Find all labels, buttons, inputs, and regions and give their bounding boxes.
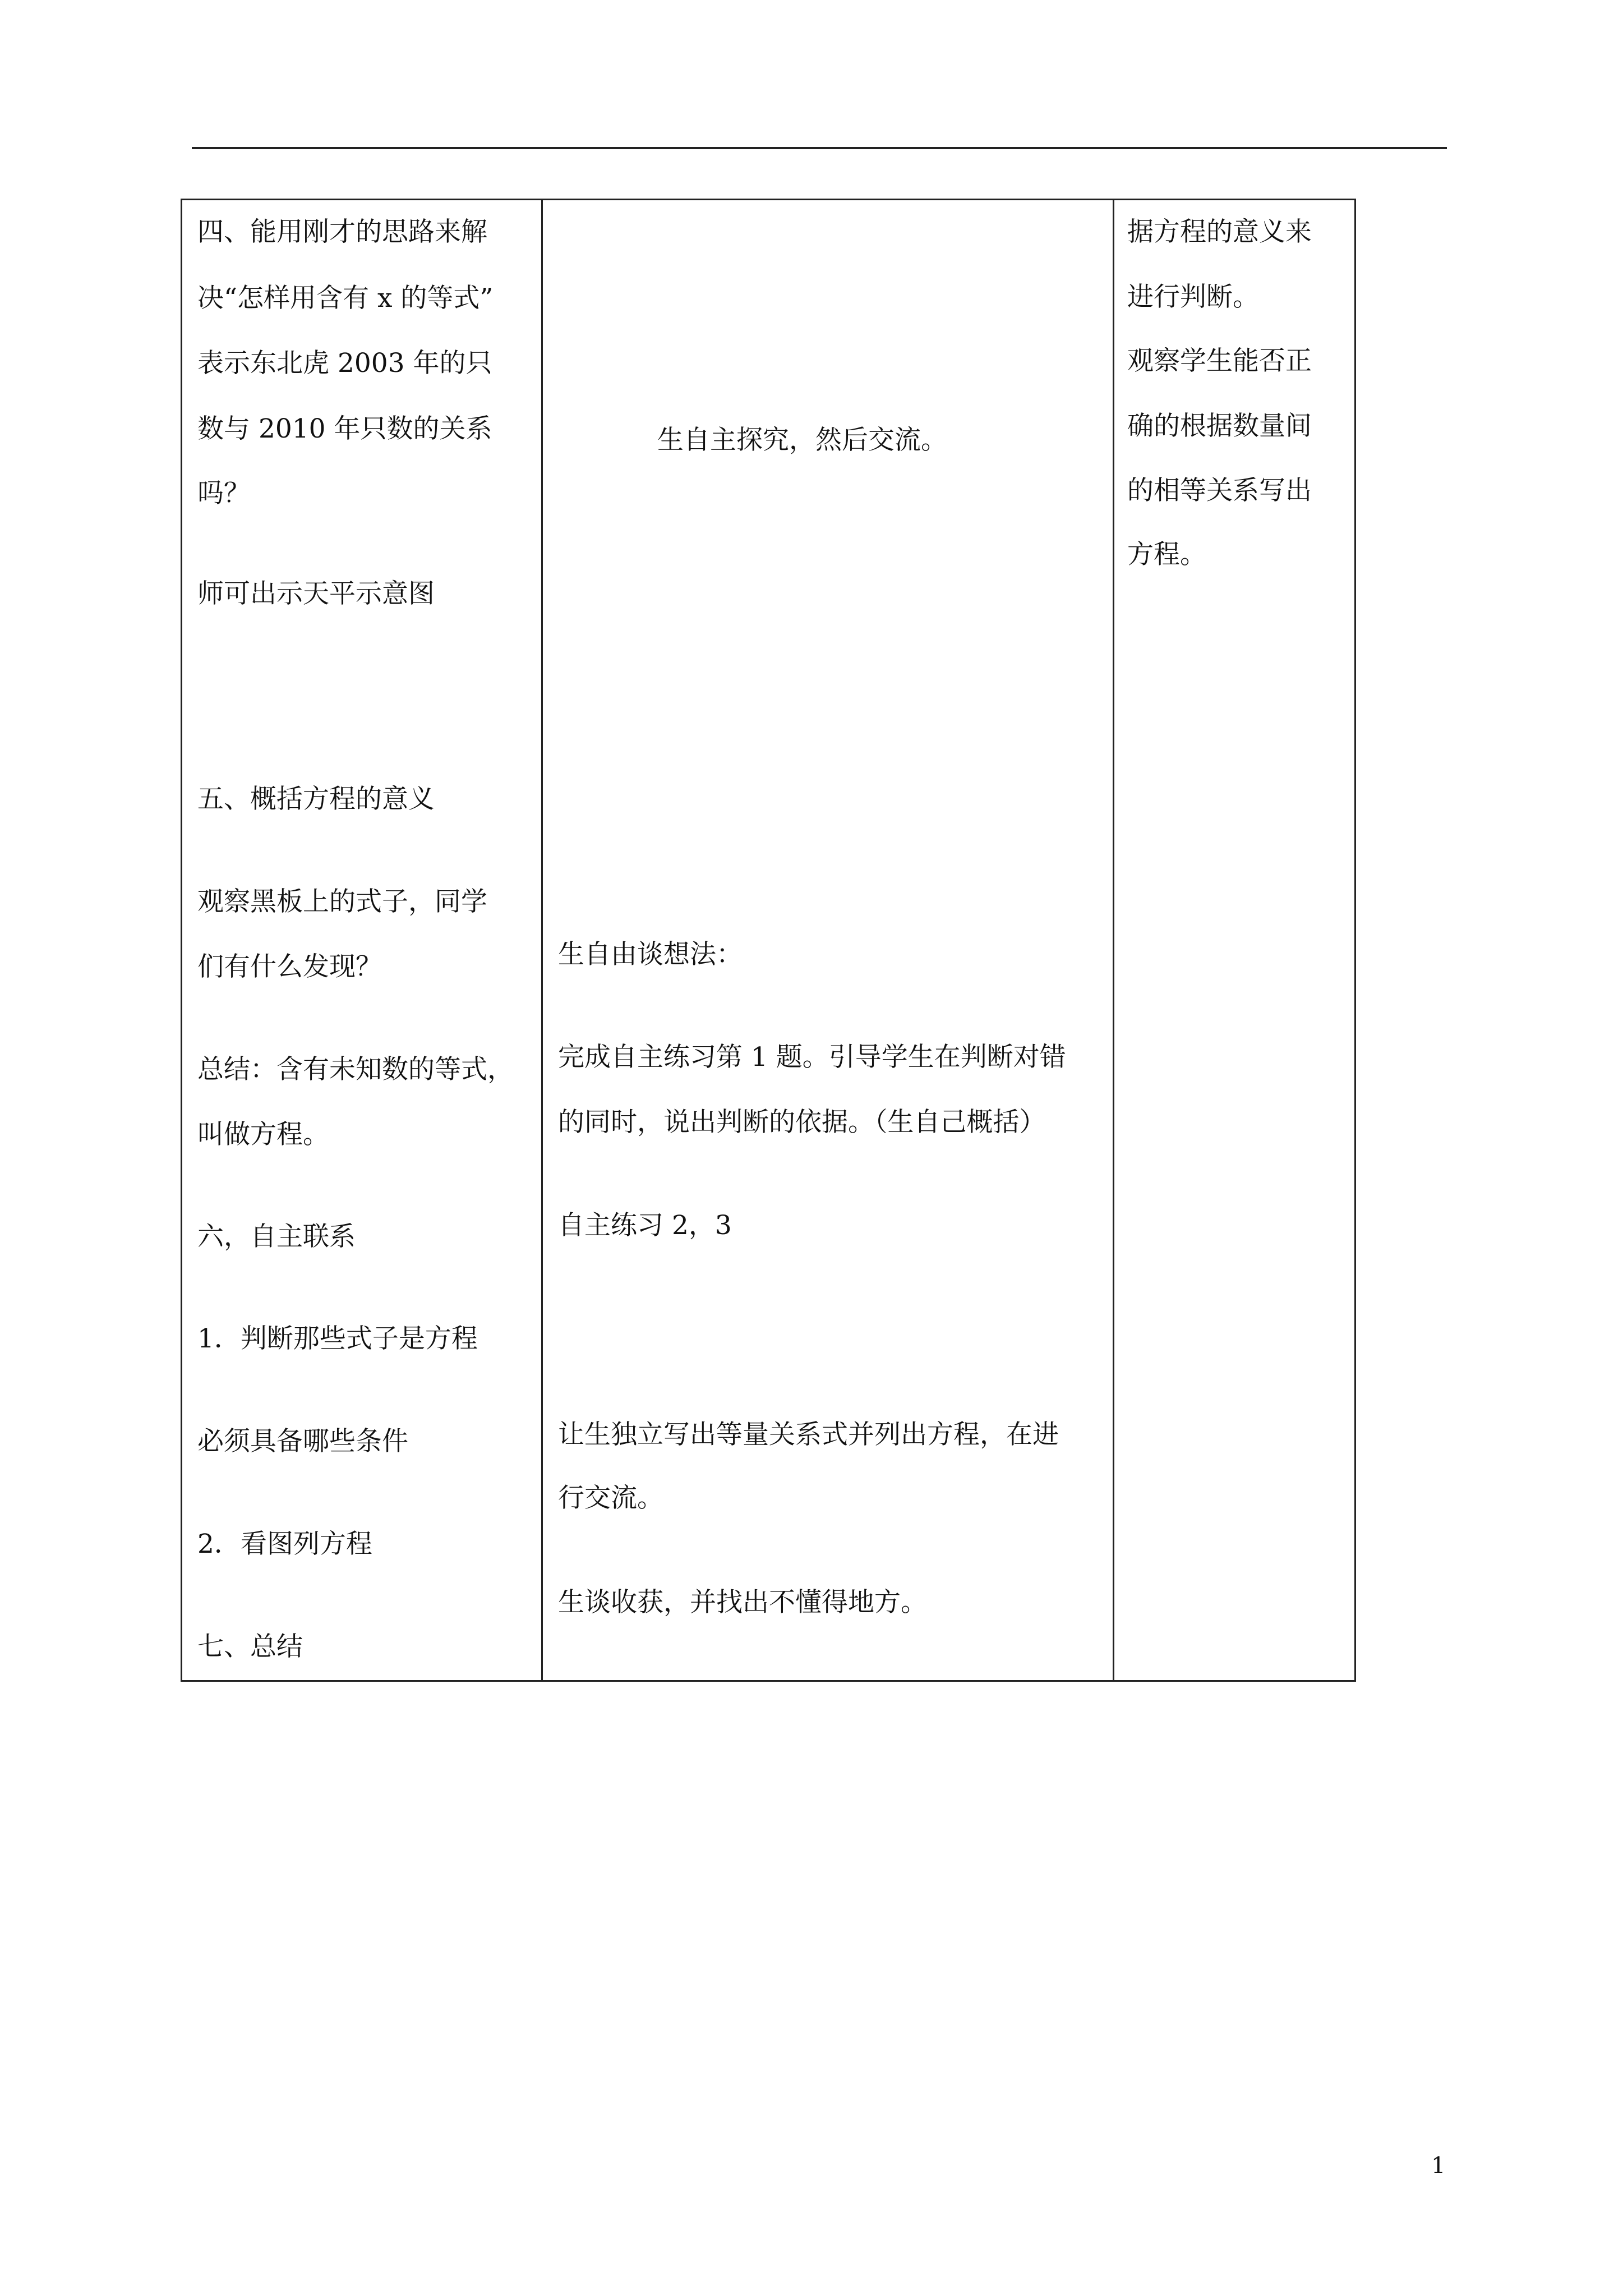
middle-text-line: 生谈收获，并找出不懂得地方。 [558,1587,927,1618]
left-text-line: 吗？ [197,478,250,509]
left-text-line: 叫做方程。 [197,1119,329,1150]
right-text-line: 确的根据数量间 [1127,411,1312,441]
middle-text-line: 行交流。 [558,1483,663,1513]
middle-text-line: 让生独立写出等量关系式并列出方程，在进 [558,1419,1059,1450]
right-text-line: 进行判断。 [1127,282,1259,312]
right-text-line: 据方程的意义来 [1127,217,1312,247]
header-rule [192,147,1447,149]
left-text-line: 观察黑板上的式子，同学 [197,886,487,917]
left-text-line: 表示东北虎 2003 年的只 [197,348,492,379]
left-text-line: 六，自主联系 [197,1221,356,1252]
middle-text-line: 自主练习 2，3 [558,1210,732,1241]
column-divider-1 [541,200,543,1680]
page-number: 1 [1431,2153,1446,2179]
left-text-line: 四、能用刚才的思路来解 [197,217,487,247]
middle-text-line: 完成自主练习第 1 题。引导学生在判断对错 [558,1042,1066,1073]
column-divider-2 [1113,200,1114,1680]
left-text-line: 七、总结 [197,1631,303,1662]
column-divider-3 [1354,200,1356,1680]
right-text-line: 的相等关系写出 [1127,475,1312,506]
left-text-line: 五、概括方程的意义 [197,784,435,815]
right-text-line: 方程。 [1127,539,1206,570]
left-text-line: 必须具备哪些条件 [197,1426,408,1457]
middle-text-line: 生自由谈想法： [558,939,743,970]
left-text-line: 师可出示天平示意图 [197,578,435,609]
middle-text-line: 生自主探究，然后交流。 [657,425,947,455]
right-text-line: 观察学生能否正 [1127,346,1312,376]
left-text-line: 们有什么发现？ [197,951,382,982]
left-text-line: 总结：含有未知数的等式， [197,1054,514,1085]
left-text-line: 决“怎样用含有 x 的等式” [197,283,494,314]
left-text-line: 1．判断那些式子是方程 [197,1323,478,1354]
left-text-line: 2．看图列方程 [197,1529,372,1559]
middle-text-line: 的同时，说出判断的依据。（生自己概括） [558,1107,1046,1138]
left-text-line: 数与 2010 年只数的关系 [197,413,492,444]
